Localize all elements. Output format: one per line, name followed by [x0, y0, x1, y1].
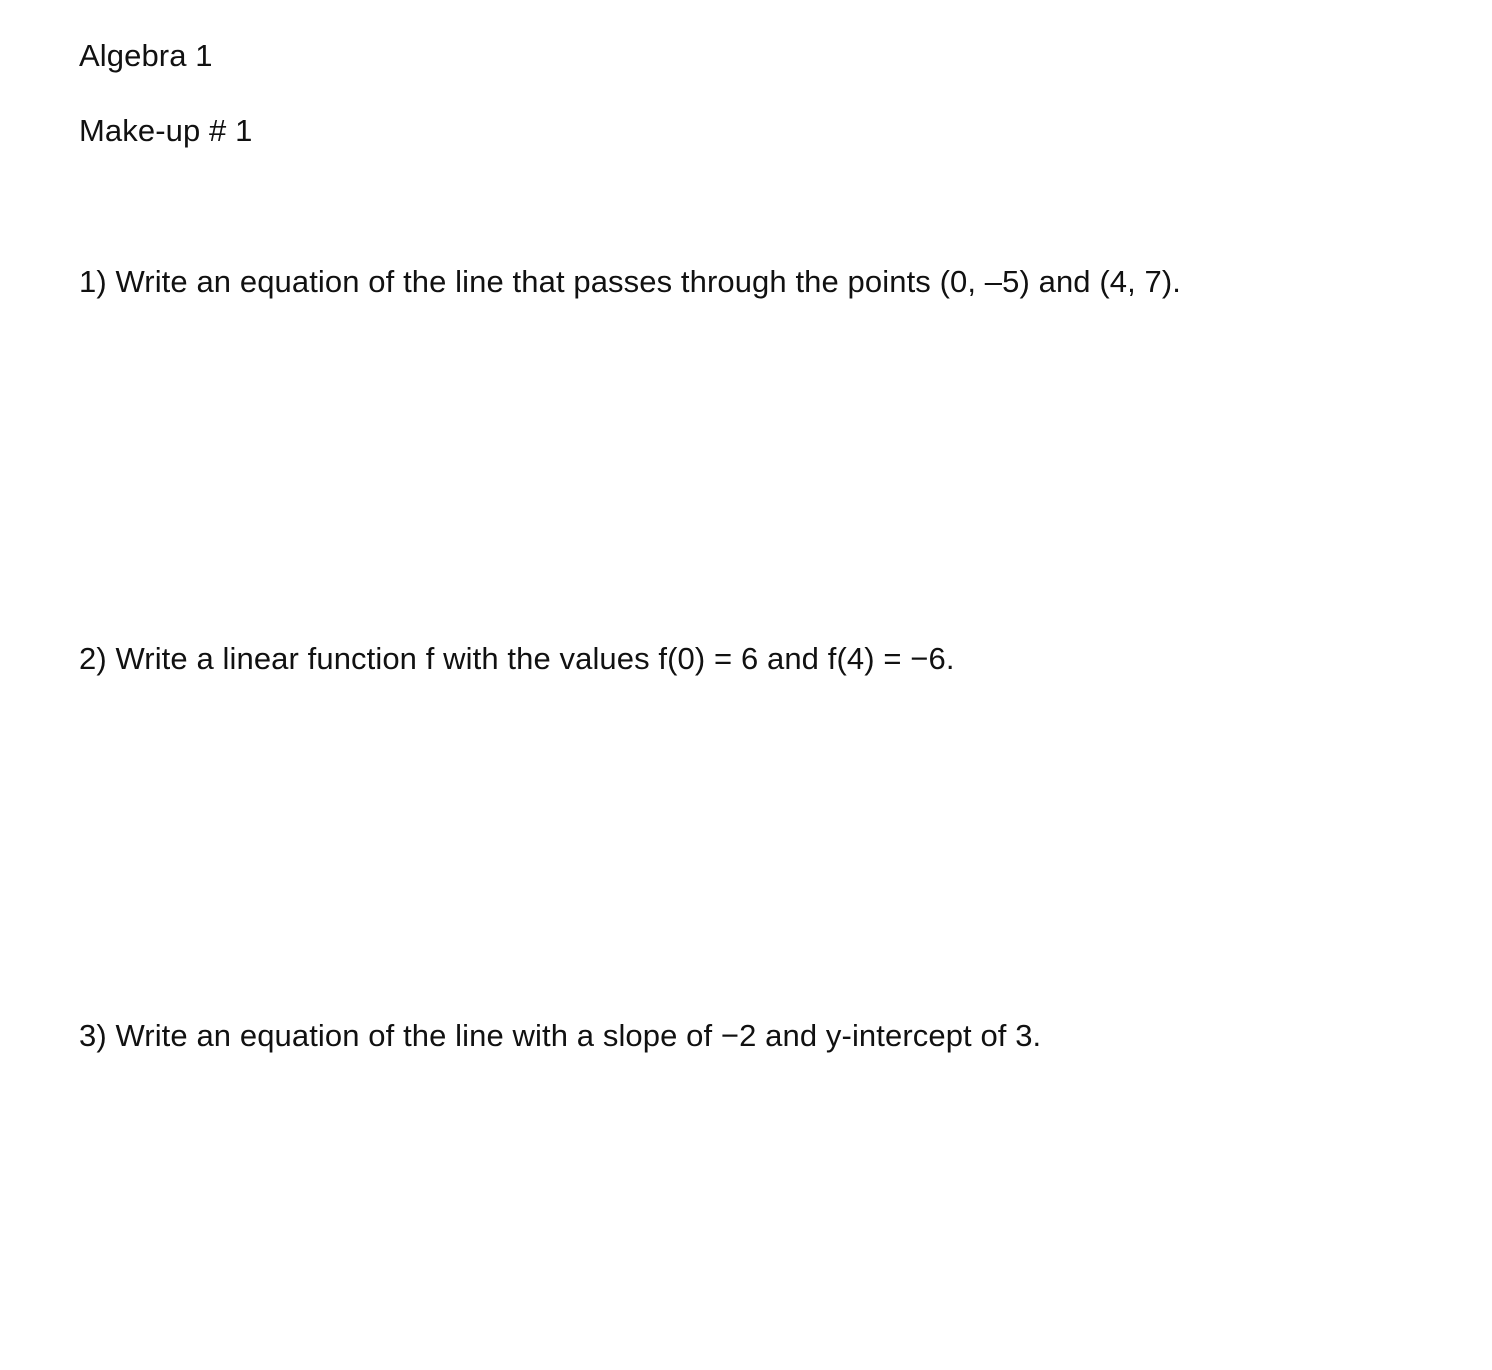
question-2: 2) Write a linear function f with the values f(0) = 6 and f(4) = −6. — [79, 641, 955, 676]
course-title: Algebra 1 — [79, 38, 213, 73]
question-3: 3) Write an equation of the line with a slope of −2 and y-intercept of 3. — [79, 1018, 1042, 1053]
question-1: 1) Write an equation of the line that passes through the points (0, –5) and (4, 7). — [79, 264, 1182, 299]
assignment-title: Make-up # 1 — [79, 113, 253, 148]
